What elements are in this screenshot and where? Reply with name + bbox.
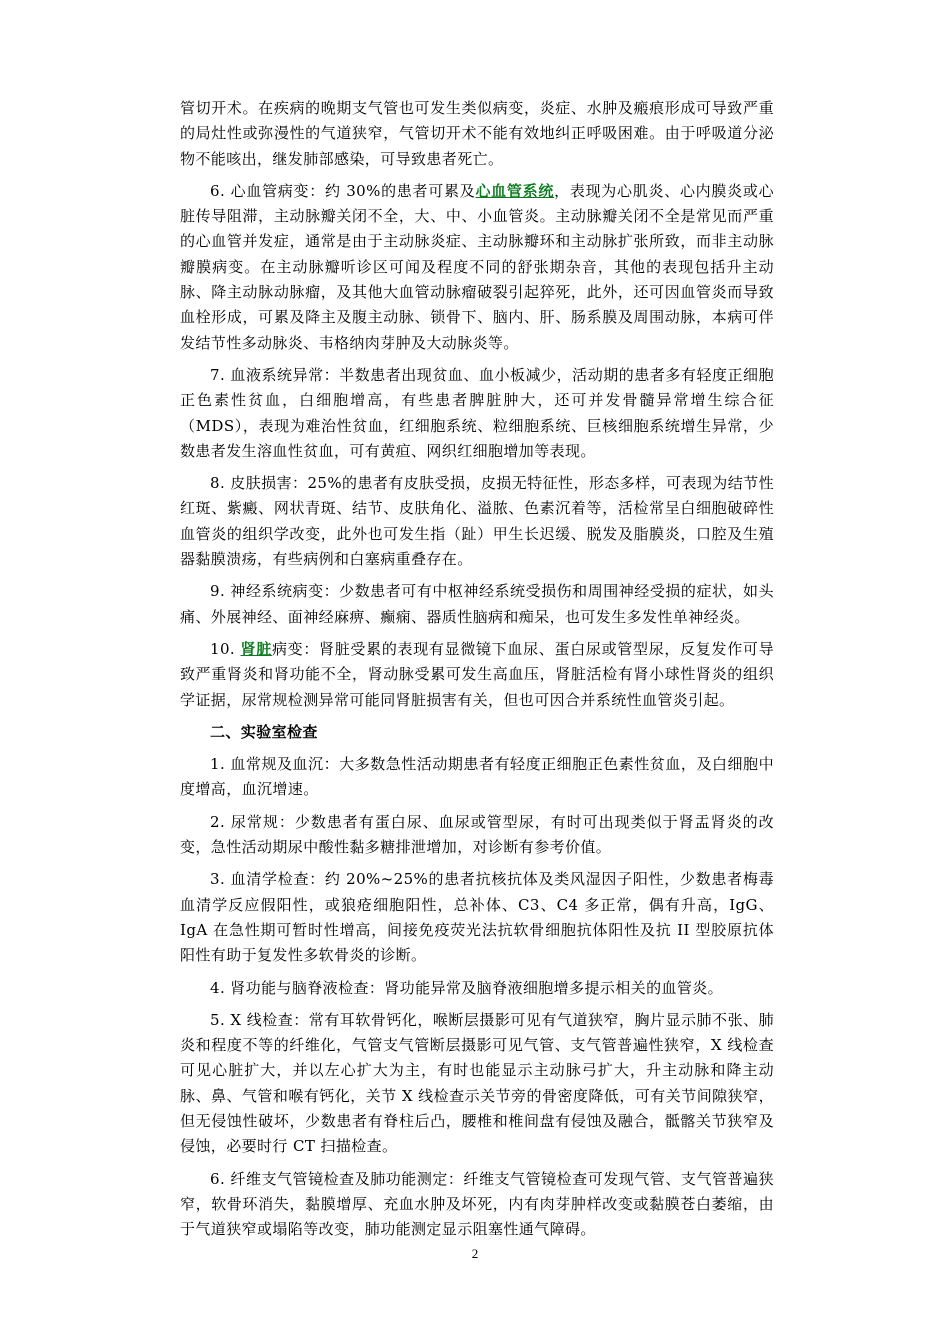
lab-serology: 3. 血清学检查：约 20%~25%的患者抗核抗体及类风湿因子阳性，少数患者梅毒血清学反应假阳性，或狼疮细胞阳性，总补体、C3、C4 多正常，偶有升高，IgG、IgA 在急性期可暂时性增高，间接免疫荧光法抗软骨细胞抗体阳性及抗 II 型胶原抗体阳性有助于复发性多软骨炎的诊断。 <box>180 870 774 965</box>
item-cardiovascular <box>180 179 774 356</box>
page-number: 2 <box>471 1246 479 1261</box>
lab-blood-routine: 1. 血常规及血沉：大多数急性活动期患者有轻度正细胞正色素性贫血，及白细胞中度增高，血沉增速。 <box>180 755 774 799</box>
document-body <box>180 96 774 1249</box>
item-cardiovascular-prefix: 6. 心血管病变：约 30%的患者可累及 <box>210 181 476 200</box>
item-kidney-prefix: 10. <box>210 639 241 658</box>
lab-urine-routine: 2. 尿常规：少数患者有蛋白尿、血尿或管型尿，有时可出现类似于肾盂肾炎的改变，急性活动期尿中酸性黏多糖排泄增加，对诊断有参考价值。 <box>180 812 774 857</box>
lab-xray: 5. X 线检查：常有耳软骨钙化，喉断层摄影可见有气道狭窄，胸片显示肺不张、肺炎和程度不等的纤维化，气管支气管断层摄影可见气管、支气管普遍性狭窄，X 线检查可见心脏扩大，并以左心扩大为主，有时也能显示主动脉弓扩大，升主动脉和降主动脉、鼻、气管和喉有钙化，关节 X 线检查示关节旁的骨密度降低，可有关节间隙狭窄，但无侵蚀性破坏，少数患者有脊柱后凸，腰椎和椎间盘有侵蚀及融合，骶髂关节狭窄及侵蚀，必要时行 CT 扫描检查。 <box>180 1010 774 1156</box>
item-blood-system: 7. 血液系统异常：半数患者出现贫血、血小板减少，活动期的患者多有轻度正细胞正色素性贫血，白细胞增高，有些患者脾脏肿大，还可并发骨髓异常增生综合征（MDS），表现为难治性贫血，红细胞系统、粒细胞系统、巨核细胞系统增生异常，少数患者发生溶血性贫血，可有黄疸、网织红细胞增加等表现。 <box>180 365 774 460</box>
item-cardiovascular-suffix: ，表现为心肌炎、心内膜炎或心脏传导阻滞，主动脉瓣关闭不全，大、中、小血管炎。主动脉瓣关闭不全是常见而严重的心血管并发症，通常是由于主动脉炎症、主动脉瓣环和主动脉扩张所致，而非主动脉瓣膜病变。在主动脉瓣听诊区可闻及程度不同的舒张期杂音，其他的表现包括升主动脉、降主动脉动脉瘤，及其他大血管动脉瘤破裂引起猝死，此外，还可因血管炎而导致血栓形成，可累及降主及腹主动脉、锁骨下、脑内、肝、肠系膜及周围动脉，本病可伴发结节性多动脉炎、韦格纳肉芽肿及大动脉炎等。 <box>180 181 774 352</box>
cardiovascular-system-link[interactable]: 心血管系统 <box>475 181 555 200</box>
kidney-link[interactable]: 肾脏 <box>240 639 272 658</box>
lab-kidney-csf: 4. 肾功能与脑脊液检查：肾功能异常及脑脊液细胞增多提示相关的血管炎。 <box>210 978 724 997</box>
item-kidney <box>180 637 774 713</box>
section-heading-lab-tests: 二、实验室检查 <box>210 722 318 741</box>
item-kidney-suffix: 病变：肾脏受累的表现有显微镜下血尿、蛋白尿或管型尿，反复发作可导致严重肾炎和肾功能不全，肾动脉受累可发生高血压，肾脏活检有肾小球性肾炎的组织学证据，尿常规检测异常可能同肾脏损害有关，但也可因合并系统性血管炎引起。 <box>180 639 774 709</box>
item-nervous-system: 9. 神经系统病变：少数患者可有中枢神经系统受损伤和周围神经受损的症状，如头痛、外展神经、面神经麻痹、癫痫、器质性脑病和痴呆，也可发生多发性单神经炎。 <box>180 582 774 626</box>
intro-paragraph: 管切开术。在疾病的晚期支气管也可发生类似病变，炎症、水肿及瘢痕形成可导致严重的局灶性或弥漫性的气道狭窄，气管切开术不能有效地纠正呼吸困难。由于呼吸道分泌物不能咳出，继发肺部感染，可导致患者死亡。 <box>180 99 774 168</box>
lab-bronchoscopy: 6. 纤维支气管镜检查及肺功能测定：纤维支气管镜检查可发现气管、支气管普遍狭窄，软骨环消失，黏膜增厚、充血水肿及坏死，内有肉芽肿样改变或黏膜苍白萎缩，由于气道狭窄或塌陷等改变，肺功能测定显示阻塞性通气障碍。 <box>180 1169 774 1239</box>
item-skin: 8. 皮肤损害：25%的患者有皮肤受损，皮损无特征性，形态多样，可表现为结节性红斑、紫癜、网状青斑、结节、皮肤角化、溢脓、色素沉着等，活检常呈白细胞破碎性血管炎的组织学改变，此外也可发生指（趾）甲生长迟缓、脱发及脂膜炎，口腔及生殖器黏膜溃疡，有些病例和白塞病重叠存在。 <box>180 474 774 569</box>
